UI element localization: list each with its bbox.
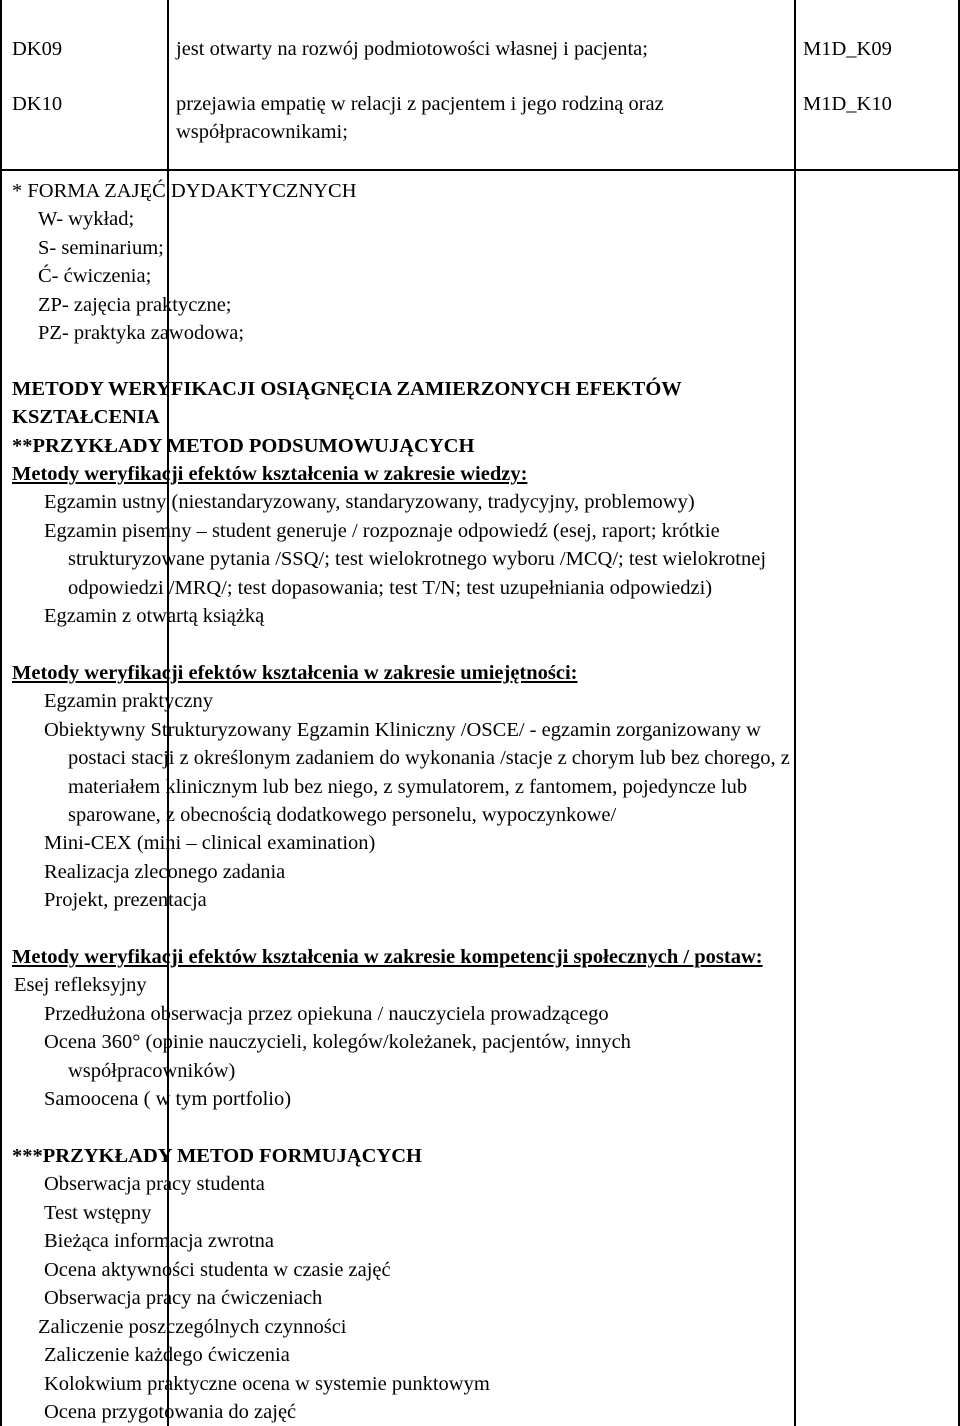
social-line: Samoocena ( w tym portfolio) [44,1088,292,1110]
formative-line: Bieżąca informacja zwrotna [44,1230,274,1252]
knowledge-line: Egzamin ustny (niestandaryzowany, standaryzowany, tradycyjny, problemowy) [44,491,695,513]
skills-line: Mini-CEX (mini – clinical examination) [44,832,376,854]
row-divider [0,169,960,171]
social-heading: Metody weryfikacji efektów kształcenia w zakresie kompetencji społecznych / postaw: [12,946,763,968]
row-ref-dk09: M1D_K09 [803,38,892,60]
social-line: współpracowników) [68,1060,236,1082]
summative-heading: **PRZYKŁADY METOD PODSUMOWUJĄCYCH [12,435,475,457]
methods-heading-cont: KSZTAŁCENIA [12,406,160,428]
row-code-dk10: DK10 [12,93,63,115]
knowledge-line: strukturyzowane pytania /SSQ/; test wielokrotnego wyboru /MCQ/; test wielokrotnej [68,548,767,570]
social-line: Esej refleksyjny [14,974,147,996]
knowledge-heading: Metody weryfikacji efektów kształcenia w zakresie wiedzy: [12,463,528,485]
skills-line: materiałem klinicznym lub bez niego, z symulatorem, z fantomem, pojedyncze lub [68,776,748,798]
knowledge-line: Egzamin z otwartą książką [44,605,265,627]
row-ref-dk10: M1D_K10 [803,93,892,115]
table-left-border [0,0,2,1426]
forms-heading: * FORMA ZAJĘĆ DYDAKTYCZNYCH [12,180,357,202]
column-divider-left [167,0,169,1426]
formative-line: Obserwacja pracy studenta [44,1173,265,1195]
form-item: ZP- zajęcia praktyczne; [38,294,232,316]
row-text-dk10-cont: współpracownikami; [176,121,348,143]
social-line: Ocena 360° (opinie nauczycieli, kolegów/koleżanek, pacjentów, innych [44,1031,631,1053]
formative-line: Ocena przygotowania do zajęć [44,1401,297,1423]
form-item: PZ- praktyka zawodowa; [38,322,245,344]
skills-line: sparowane, z obecnością dodatkowego personelu, wypoczynkowe/ [68,804,617,826]
formative-line: Ocena aktywności studenta w czasie zajęć [44,1259,391,1281]
skills-line: Projekt, prezentacja [44,889,207,911]
formative-line: Kolokwium praktyczne ocena w systemie punktowym [44,1373,490,1395]
formative-line: Zaliczenie poszczególnych czynności [38,1316,347,1338]
row-code-dk09: DK09 [12,38,63,60]
knowledge-line: odpowiedzi /MRQ/; test dopasowania; test T/N; test uzupełniania odpowiedzi) [68,577,713,599]
formative-line: Zaliczenie każdego ćwiczenia [44,1344,290,1366]
row-text-dk09: jest otwarty na rozwój podmiotowości własnej i pacjenta; [176,38,648,60]
row-text-dk10: przejawia empatię w relacji z pacjentem i jego rodziną oraz [176,93,664,115]
methods-heading: METODY WERYFIKACJI OSIĄGNĘCIA ZAMIERZONYCH EFEKTÓW [12,378,682,400]
skills-line: postaci stacji z określonym zadaniem do wykonania /stacje z chorym lub bez chorego, z [68,747,790,769]
form-item: S- seminarium; [38,237,164,259]
form-item: Ć- ćwiczenia; [38,265,152,287]
skills-heading: Metody weryfikacji efektów kształcenia w zakresie umiejętności: [12,662,578,684]
column-divider-right [794,0,796,1426]
skills-line: Realizacja zleconego zadania [44,861,286,883]
form-item: W- wykład; [38,208,135,230]
formative-line: Test wstępny [44,1202,152,1224]
skills-line: Egzamin praktyczny [44,690,214,712]
formative-line: Obserwacja pracy na ćwiczeniach [44,1287,323,1309]
skills-line: Obiektywny Strukturyzowany Egzamin Kliniczny /OSCE/ - egzamin zorganizowany w [44,719,761,741]
social-line: Przedłużona obserwacja przez opiekuna / nauczyciela prowadzącego [44,1003,609,1025]
formative-heading: ***PRZYKŁADY METOD FORMUJĄCYCH [12,1145,422,1167]
knowledge-line: Egzamin pisemny – student generuje / rozpoznaje odpowiedź (esej, raport; krótkie [44,520,720,542]
